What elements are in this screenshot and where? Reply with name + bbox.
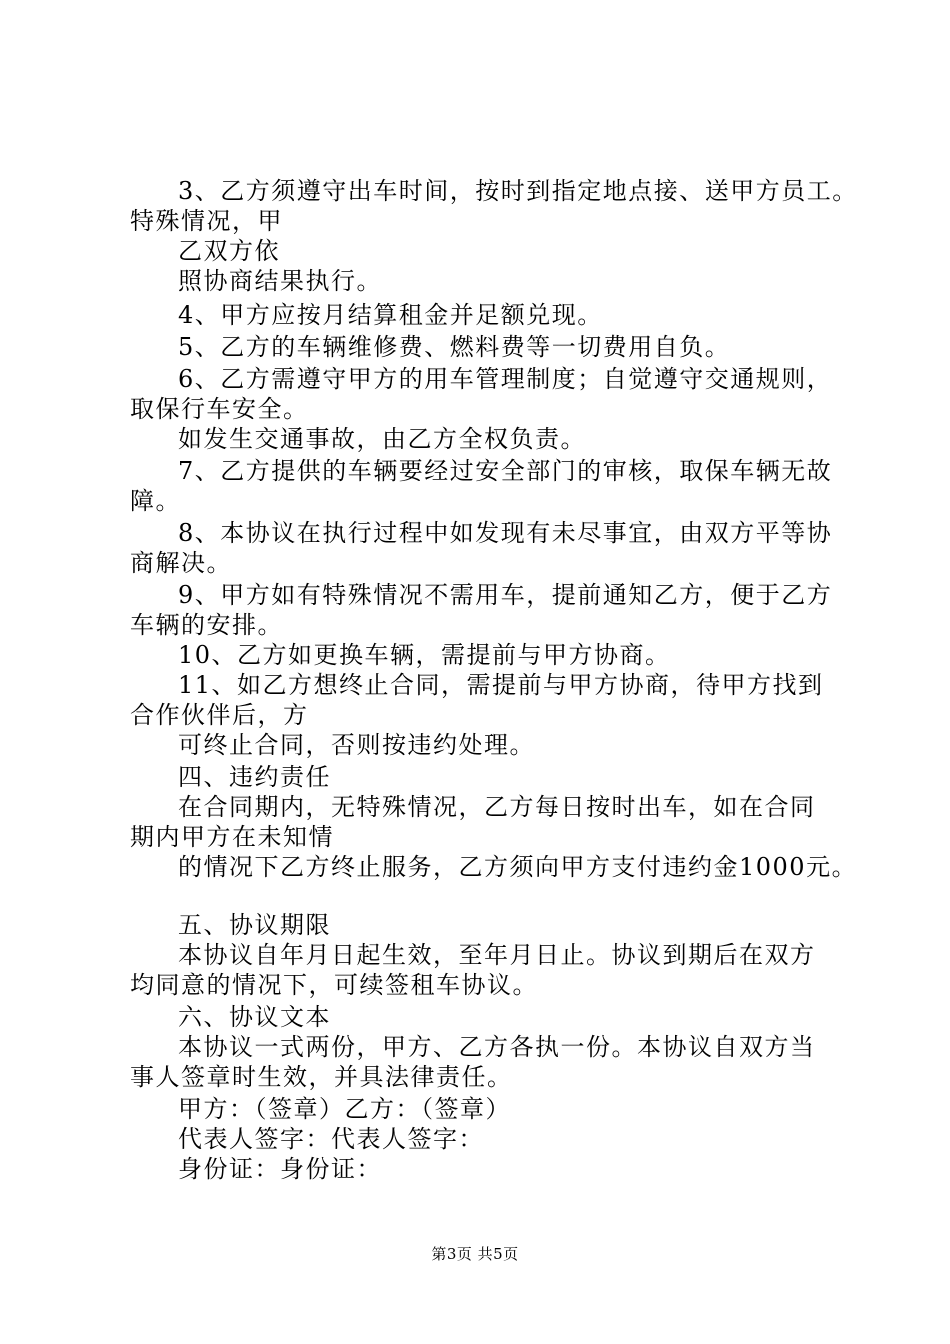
clause-9-line-1: 9、甲方如有特殊情况不需用车，提前通知乙方，便于乙方 xyxy=(178,581,833,609)
clause-8-line-2: 商解决。 xyxy=(130,549,232,577)
clause-11-line-1: 11、如乙方想终止合同，需提前与甲方协商，待甲方找到 xyxy=(178,671,824,699)
clause-6-line-1: 6、乙方需遵守甲方的用车管理制度；自觉遵守交通规则， xyxy=(178,365,833,393)
breach-line-3: 的情况下乙方终止服务，乙方须向甲方支付违约金1000元。 xyxy=(178,853,858,881)
copies-line-2: 事人签章时生效，并具法律责任。 xyxy=(130,1063,513,1091)
section-heading-term: 五、协议期限 xyxy=(178,911,331,939)
clause-6-line-3: 如发生交通事故，由乙方全权负责。 xyxy=(178,425,586,453)
clause-3-line-4: 照协商结果执行。 xyxy=(178,267,382,295)
term-line-2: 均同意的情况下，可续签租车协议。 xyxy=(130,971,538,999)
clause-11-line-3: 可终止合同，否则按违约处理。 xyxy=(178,731,535,759)
page-footer: 第3页 共5页 xyxy=(431,1245,519,1263)
section-heading-copies: 六、协议文本 xyxy=(178,1003,331,1031)
clause-9-line-2: 车辆的安排。 xyxy=(130,611,283,639)
clause-11-line-2: 合作伙伴后，方 xyxy=(130,701,309,729)
clause-8-line-1: 8、本协议在执行过程中如发现有未尽事宜，由双方平等协 xyxy=(178,519,833,547)
clause-7-line-1: 7、乙方提供的车辆要经过安全部门的审核，取保车辆无故 xyxy=(178,457,833,485)
copies-line-1: 本协议一式两份，甲方、乙方各执一份。本协议自双方当 xyxy=(178,1033,816,1061)
breach-line-2: 期内甲方在未知情 xyxy=(130,823,334,851)
clause-3-line-2: 特殊情况，甲 xyxy=(130,207,283,235)
clause-7-line-2: 障。 xyxy=(130,487,181,515)
clause-6-line-2: 取保行车安全。 xyxy=(130,395,309,423)
term-line-1: 本协议自年月日起生效，至年月日止。协议到期后在双方 xyxy=(178,941,816,969)
breach-line-1: 在合同期内，无特殊情况，乙方每日按时出车，如在合同 xyxy=(178,793,816,821)
clause-5: 5、乙方的车辆维修费、燃料费等一切费用自负。 xyxy=(178,333,731,361)
signature-representative-line: 代表人签字：代表人签字： xyxy=(178,1125,484,1153)
clause-10: 10、乙方如更换车辆，需提前与甲方协商。 xyxy=(178,641,671,669)
clause-3-line-1: 3、乙方须遵守出车时间，按时到指定地点接、送甲方员工。 xyxy=(178,177,858,205)
signature-id-line: 身份证：身份证： xyxy=(178,1155,382,1183)
clause-4: 4、甲方应按月结算租金并足额兑现。 xyxy=(178,301,603,329)
clause-3-line-3: 乙双方依 xyxy=(178,237,280,265)
signature-seal-line: 甲方：（签章）乙方：（签章） xyxy=(178,1095,511,1123)
section-heading-breach: 四、违约责任 xyxy=(178,763,331,791)
